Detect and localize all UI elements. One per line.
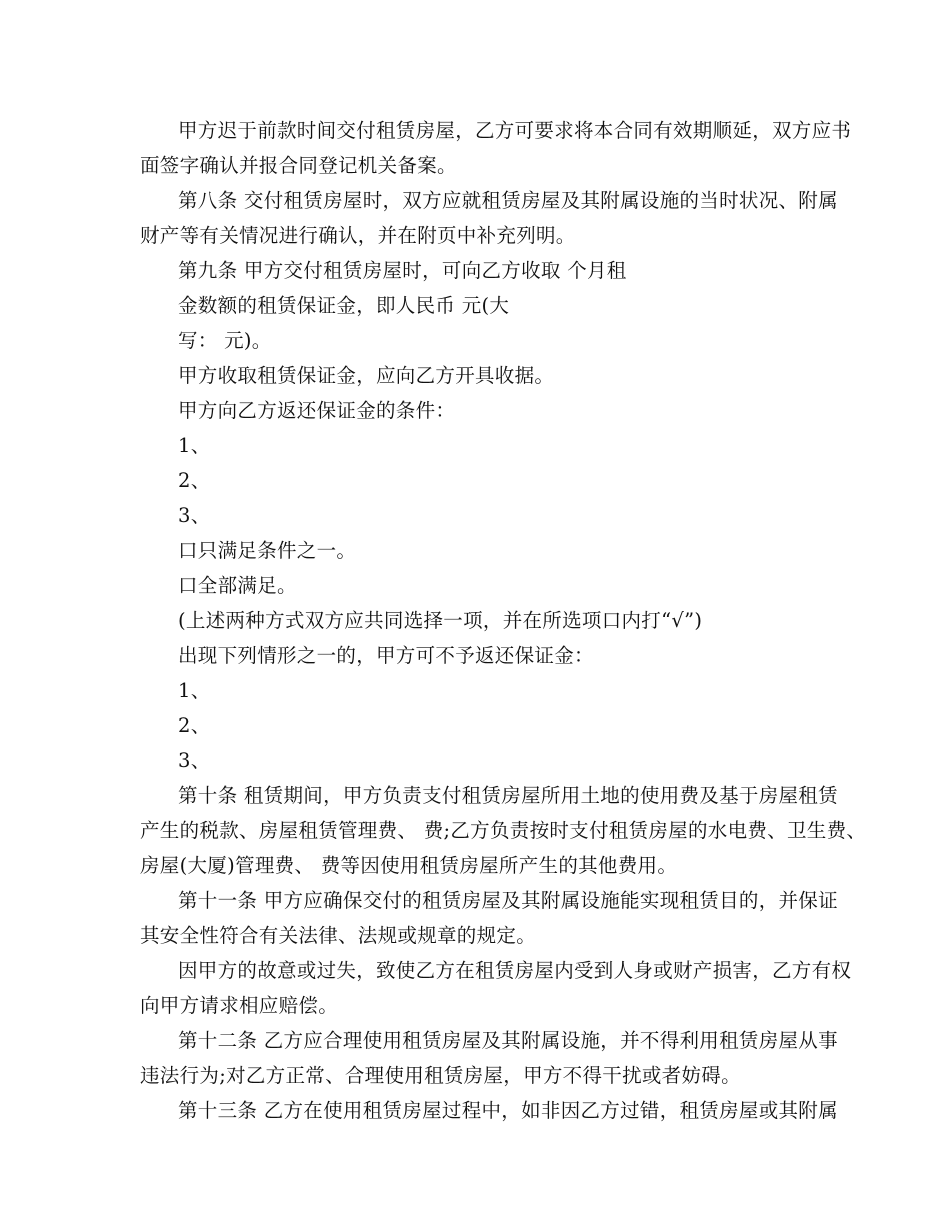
article-8-line: 第八条 交付租赁房屋时，双方应就租赁房屋及其附属设施的当时状况、附属 [178, 189, 838, 212]
article-11-line: 第十一条 甲方应确保交付的租赁房屋及其附属设施能实现租赁目的，并保证 [178, 889, 838, 912]
paragraph-line: 产生的税款、房屋租赁管理费、 费;乙方负责按时支付租赁房屋的水电费、卫生费、 [140, 819, 867, 842]
list-item: 3、 [178, 504, 211, 527]
paragraph-line: (上述两种方式双方应共同选择一项，并在所选项口内打“√”) [178, 609, 703, 632]
paragraph-line: 其安全性符合有关法律、法规或规章的规定。 [140, 924, 537, 947]
article-12-line: 第十二条 乙方应合理使用租赁房屋及其附属设施，并不得利用租赁房屋从事 [178, 1029, 838, 1052]
checkbox-option-line: 口全部满足。 [178, 574, 297, 597]
list-item: 1、 [178, 679, 211, 702]
paragraph-line: 财产等有关情况进行确认，并在附页中补充列明。 [140, 224, 576, 247]
paragraph-line: 房屋(大厦)管理费、 费等因使用租赁房屋所产生的其他费用。 [140, 854, 678, 877]
article-13-line: 第十三条 乙方在使用租赁房屋过程中，如非因乙方过错，租赁房屋或其附属 [178, 1099, 838, 1122]
paragraph-line: 金数额的租赁保证金，即人民币 元(大 [178, 294, 510, 317]
paragraph-line: 甲方收取租赁保证金，应向乙方开具收据。 [178, 364, 555, 387]
article-10-line: 第十条 租赁期间，甲方负责支付租赁房屋所用土地的使用费及基于房屋租赁 [178, 784, 838, 807]
paragraph-line: 向甲方请求相应赔偿。 [140, 994, 339, 1017]
checkbox-option-line: 口只满足条件之一。 [178, 539, 357, 562]
paragraph-line: 违法行为;对乙方正常、合理使用租赁房屋，甲方不得干扰或者妨碍。 [140, 1064, 741, 1087]
paragraph-line: 甲方向乙方返还保证金的条件： [178, 399, 456, 422]
paragraph-line: 出现下列情形之一的，甲方可不予返还保证金： [178, 644, 594, 667]
article-9-line: 第九条 甲方交付租赁房屋时，可向乙方收取 个月租 [178, 259, 627, 282]
list-item: 2、 [178, 469, 211, 492]
list-item: 2、 [178, 714, 211, 737]
paragraph-line: 写： 元)。 [178, 329, 272, 352]
paragraph-line: 因甲方的故意或过失，致使乙方在租赁房屋内受到人身或财产损害，乙方有权 [178, 959, 852, 982]
paragraph-line: 面签字确认并报合同登记机关备案。 [140, 154, 457, 177]
list-item: 1、 [178, 434, 211, 457]
paragraph-line: 甲方迟于前款时间交付租赁房屋，乙方可要求将本合同有效期顺延，双方应书 [178, 119, 852, 142]
list-item: 3、 [178, 749, 211, 772]
